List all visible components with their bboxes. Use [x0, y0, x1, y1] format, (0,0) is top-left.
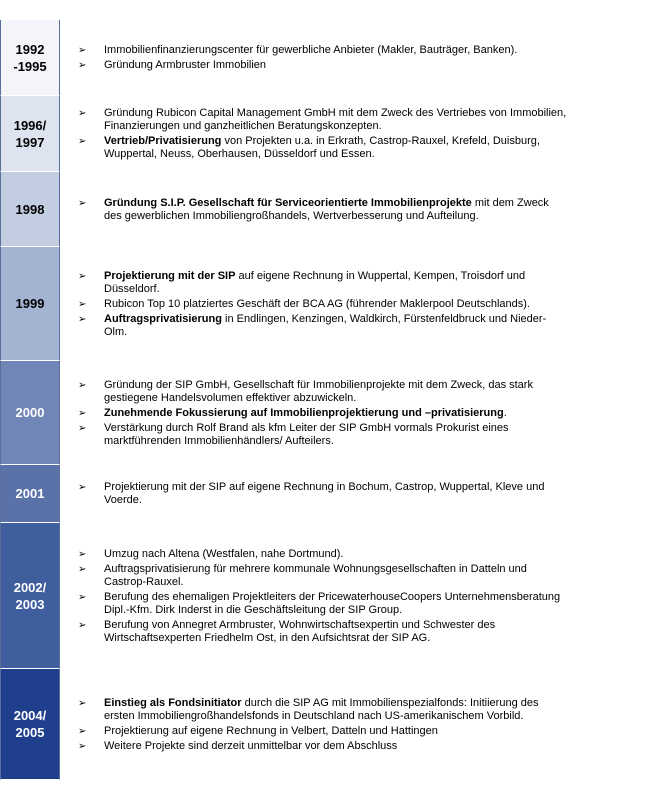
year-label: 1996/ 1997: [0, 96, 60, 172]
event-highlight: Gründung S.I.P. Gesellschaft für Serviceorientierte Immobilienprojekte: [104, 196, 472, 209]
event-list: [78, 247, 568, 361]
event-description: Auftragsprivatisierung für mehrere kommunale Wohnungsgesellschaften in Datteln und Castrop-Rauxel.: [104, 562, 527, 588]
event-item: [78, 379, 568, 405]
year-label: 2001: [0, 465, 60, 523]
arrow-bullet-icon: ➢: [78, 298, 87, 310]
event-list: [78, 96, 568, 172]
arrow-bullet-icon: ➢: [78, 108, 87, 119]
event-list: [78, 523, 568, 669]
event-list: [78, 361, 568, 465]
event-description: in Endlingen, Kenzingen, Waldkirch, Fürstenfeldbruck und Nieder-Olm.: [104, 312, 547, 338]
event-description: Projektierung auf eigene Rechnung in Velbert, Datteln und Hattingen: [104, 724, 438, 737]
event-item: [78, 740, 568, 753]
event-item: [78, 591, 568, 617]
event-description: Immobilienfinanzierungscenter für gewerbliche Anbieter (Makler, Bauträger, Banken).: [104, 44, 518, 56]
event-list: [78, 465, 568, 523]
event-item: [78, 407, 568, 420]
timeline-row: [0, 247, 656, 361]
event-item: [78, 422, 568, 448]
event-text: [104, 270, 568, 296]
event-item: [78, 313, 568, 339]
year-label: 1992 -1995: [0, 20, 60, 96]
event-list: [78, 20, 568, 96]
timeline-row: [0, 361, 656, 465]
event-item: [78, 481, 568, 507]
year-label: 2002/ 2003: [0, 523, 60, 669]
event-text: [104, 135, 568, 161]
event-description: Gründung der SIP GmbH, Gesellschaft für Immobilienprojekte mit dem Zweck, das stark gestiegene Handelsvolumen effektiver abzuwickeln.: [104, 378, 533, 404]
event-highlight: Auftragsprivatisierung: [104, 312, 222, 325]
arrow-bullet-icon: ➢: [78, 136, 87, 147]
event-item: [78, 697, 568, 723]
year-label: 1999: [0, 247, 60, 361]
event-description: Berufung von Annegret Armbruster, Wohnwirtschaftsexpertin und Schwester des Wirtschaftsexperten Friedhelm Ost, in den Aufsichtsrat der SIP AG.: [104, 618, 496, 644]
arrow-bullet-icon: ➢: [78, 548, 87, 560]
event-item: [78, 725, 568, 738]
arrow-bullet-icon: ➢: [78, 313, 87, 325]
event-text: [104, 548, 568, 561]
arrow-bullet-icon: ➢: [78, 197, 87, 209]
event-text: [104, 407, 568, 420]
arrow-bullet-icon: ➢: [78, 422, 87, 434]
event-item: [78, 197, 568, 223]
arrow-bullet-icon: ➢: [78, 740, 87, 752]
event-text: [104, 107, 568, 133]
timeline-row: [0, 172, 656, 247]
event-item: [78, 44, 568, 57]
year-label: 2000: [0, 361, 60, 465]
event-item: [78, 107, 568, 133]
event-item: [78, 135, 568, 161]
event-text: [104, 725, 568, 738]
timeline-row: [0, 96, 656, 172]
event-text: [104, 44, 568, 57]
event-highlight: Einstieg als Fondsinitiator: [104, 696, 242, 709]
event-text: [104, 313, 568, 339]
event-text: [104, 740, 568, 753]
event-text: [104, 59, 568, 72]
event-description: Gründung Rubicon Capital Management GmbH mit dem Zweck des Vertriebes von Immobilien, Finanzierungen und ganzheitlichen Beratungskonzepten.: [104, 107, 567, 132]
arrow-bullet-icon: ➢: [78, 563, 87, 575]
event-text: [104, 422, 568, 448]
event-item: [78, 298, 568, 311]
event-description: Gründung Armbruster Immobilien: [104, 59, 267, 71]
event-description: auf eigene Rechnung in Wuppertal, Kempen, Troisdorf und Düsseldorf.: [104, 269, 526, 295]
event-description: Rubicon Top 10 platziertes Geschäft der BCA AG (führender Maklerpool Deutschlands).: [104, 297, 530, 310]
event-text: [104, 619, 568, 645]
event-description: mit dem Zweck des gewerblichen Immobiliengroßhandels, Wertverbesserung und Aufteilung.: [104, 196, 549, 222]
arrow-bullet-icon: ➢: [78, 60, 87, 71]
event-description: durch die SIP AG mit Immobilienspezialfonds: Initiierung des ersten Immobiliengroßhandelsfonds in Deutschland nach US-amerikanischem Vorbild.: [104, 696, 539, 722]
event-item: [78, 563, 568, 589]
event-text: [104, 563, 568, 589]
event-description: von Projekten u.a. in Erkrath, Castrop-Rauxel, Krefeld, Duisburg, Wuppertal, Neuss, Oberhausen, Düsseldorf und Essen.: [104, 135, 540, 160]
timeline-row: [0, 465, 656, 523]
arrow-bullet-icon: ➢: [78, 725, 87, 737]
timeline-row: [0, 523, 656, 669]
arrow-bullet-icon: ➢: [78, 45, 87, 56]
event-text: [104, 379, 568, 405]
event-description: .: [503, 406, 507, 419]
event-description: Umzug nach Altena (Westfalen, nahe Dortmund).: [104, 547, 344, 560]
event-list: [78, 172, 568, 247]
event-description: Projektierung mit der SIP auf eigene Rechnung in Bochum, Castrop, Wuppertal, Kleve und Voerde.: [104, 481, 545, 506]
arrow-bullet-icon: ➢: [78, 591, 87, 603]
event-highlight: Zunehmende Fokussierung auf Immobilienprojektierung und –privatisierung: [104, 406, 504, 419]
event-text: [104, 481, 568, 507]
arrow-bullet-icon: ➢: [78, 407, 87, 419]
event-text: [104, 591, 568, 617]
event-description: Verstärkung durch Rolf Brand als kfm Leiter der SIP GmbH vormals Prokurist eines marktführenden Immobilienhändlers/ Aufteilers.: [104, 421, 509, 447]
event-list: [78, 669, 568, 780]
arrow-bullet-icon: ➢: [78, 697, 87, 709]
event-item: [78, 548, 568, 561]
arrow-bullet-icon: ➢: [78, 619, 87, 631]
event-text: [104, 197, 568, 223]
arrow-bullet-icon: ➢: [78, 482, 87, 493]
arrow-bullet-icon: ➢: [78, 379, 87, 391]
year-label: 1998: [0, 172, 60, 247]
event-text: [104, 298, 568, 311]
timeline-row: [0, 669, 656, 780]
event-description: Weitere Projekte sind derzeit unmittelbar vor dem Abschluss: [104, 739, 398, 752]
event-description: Berufung des ehemaligen Projektleiters der PricewaterhouseCoopers Unternehmensberatung Dipl.-Kfm. Dirk Inderst in die Geschäftsleitung der SIP Group.: [104, 590, 561, 616]
arrow-bullet-icon: ➢: [78, 270, 87, 282]
event-item: [78, 59, 568, 72]
event-highlight: Vertrieb/Privatisierung: [104, 135, 222, 147]
event-item: [78, 619, 568, 645]
year-label: 2004/ 2005: [0, 669, 60, 780]
event-item: [78, 270, 568, 296]
timeline-row: [0, 20, 656, 96]
event-highlight: Projektierung mit der SIP: [104, 269, 236, 282]
event-text: [104, 697, 568, 723]
